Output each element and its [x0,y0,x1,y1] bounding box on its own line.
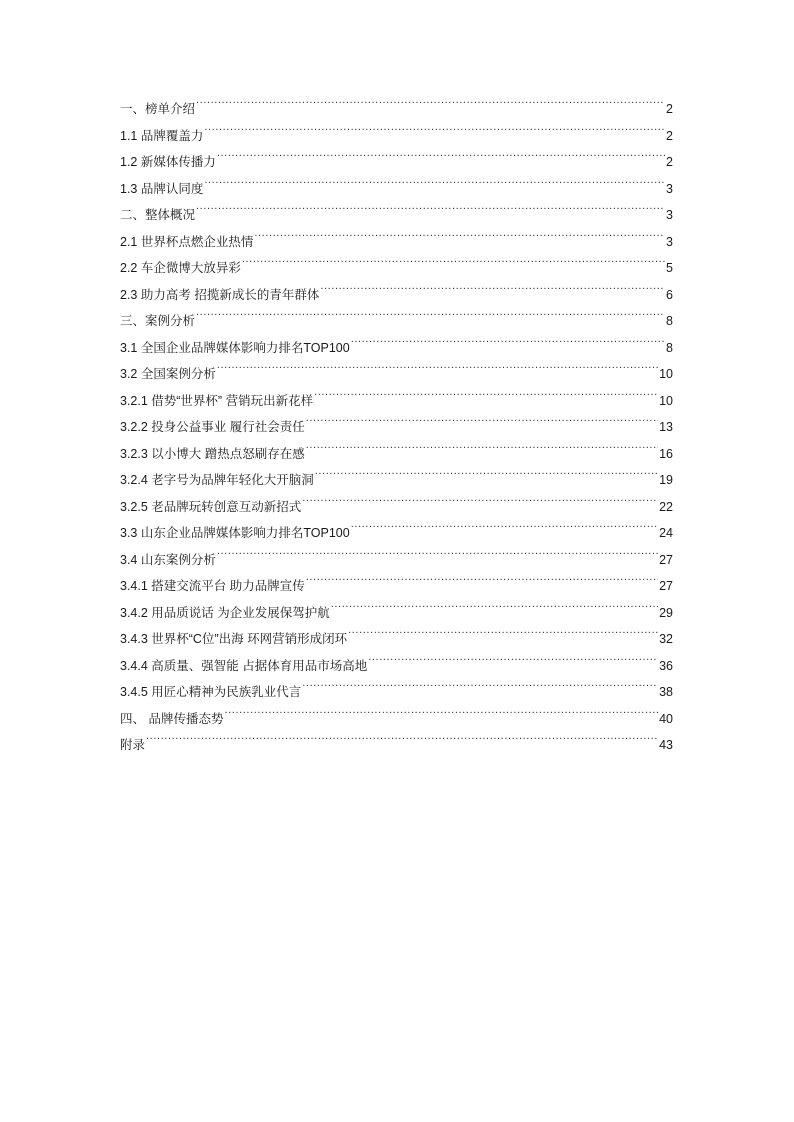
table-of-contents [120,93,673,756]
toc-entry[interactable] [120,411,673,438]
toc-page-number: 16 [659,446,673,461]
toc-page-number: 27 [659,552,673,567]
toc-page-number: 8 [666,340,673,355]
toc-entry[interactable] [120,623,673,650]
toc-dot-leader [204,173,665,193]
toc-entry-label: 三、案例分析 [120,314,196,328]
toc-entry[interactable] [120,279,673,306]
toc-page-number: 43 [659,738,673,752]
toc-entry[interactable] [120,385,673,412]
toc-entry-label: 3.2.3 以小博大 蹭热点怒刷存在感 [120,446,305,461]
toc-entry-label: 1.3 品牌认同度 [120,181,204,196]
toc-entry-label: 3.2.1 借势“世界杯” 营销玩出新花样 [120,393,314,408]
toc-page-number: 29 [659,605,673,620]
toc-dot-leader [224,703,658,723]
toc-dot-leader [320,279,665,299]
toc-page-number: 24 [659,526,673,540]
toc-dot-leader [348,623,658,643]
toc-page-number: 3 [666,181,673,196]
toc-dot-leader [351,517,658,537]
toc-dot-leader [146,729,658,749]
toc-dot-leader [204,120,665,140]
toc-dot-leader [196,199,665,219]
toc-entry[interactable] [120,570,673,597]
toc-entry-label: 3.2.5 老品牌玩转创意互动新招式 [120,499,302,514]
toc-entry[interactable] [120,252,673,279]
toc-entry-label: 3.4.1 搭建交流平台 助力品牌宣传 [120,579,305,593]
toc-entry[interactable] [120,491,673,518]
toc-entry-label: 3.4.5 用匠心精神为民族乳业代言 [120,685,302,699]
toc-page-number: 38 [659,685,673,699]
toc-entry-label: 3.1 全国企业品牌媒体影响力排名TOP100 [120,340,350,355]
toc-entry[interactable] [120,358,673,385]
toc-dot-leader [306,438,658,458]
toc-page-number: 6 [666,287,673,302]
toc-entry[interactable] [120,464,673,491]
toc-page-number: 2 [666,102,673,116]
toc-dot-leader [314,385,658,405]
toc-dot-leader [217,146,665,166]
toc-page-number: 10 [659,367,673,381]
toc-entry[interactable] [120,226,673,253]
toc-dot-leader [306,411,658,431]
toc-page-number: 5 [666,261,673,275]
toc-entry-label: 2.1 世界杯点燃企业热情 [120,234,254,249]
toc-page-number: 36 [659,658,673,673]
toc-dot-leader [368,650,658,670]
toc-dot-leader [351,332,665,352]
toc-dot-leader [331,597,658,617]
toc-entry[interactable] [120,93,673,120]
toc-entry-label: 附录 [120,738,146,752]
toc-entry[interactable] [120,729,673,756]
toc-entry-label: 3.2.4 老字号为品牌年轻化大开脑洞 [120,473,314,487]
toc-entry-label: 3.2.2 投身公益事业 履行社会责任 [120,420,305,434]
toc-dot-leader [217,358,658,378]
toc-entry-label: 1.1 品牌覆盖力 [120,128,204,143]
toc-entry[interactable] [120,305,673,332]
toc-page-number: 13 [659,420,673,434]
toc-page-number: 22 [659,499,673,514]
toc-entry[interactable] [120,650,673,677]
toc-entry-label: 一、榜单介绍 [120,102,196,116]
toc-dot-leader [196,305,665,325]
toc-page-number: 40 [659,711,673,726]
toc-entry-label: 四、 品牌传播态势 [120,711,224,726]
toc-dot-leader [242,252,665,272]
toc-entry[interactable] [120,517,673,544]
toc-entry[interactable] [120,597,673,624]
toc-entry[interactable] [120,438,673,465]
toc-dot-leader [254,226,665,246]
toc-dot-leader [315,464,658,484]
toc-dot-leader [302,491,658,511]
toc-entry[interactable] [120,676,673,703]
toc-page-number: 2 [666,155,673,169]
toc-dot-leader [217,544,658,564]
toc-entry-label: 3.4.2 用品质说话 为企业发展保驾护航 [120,605,330,620]
toc-page-number: 8 [666,314,673,328]
toc-entry[interactable] [120,120,673,147]
toc-dot-leader [302,676,658,696]
toc-entry-label: 2.3 助力高考 招揽新成长的青年群体 [120,287,320,302]
toc-page-number: 32 [659,632,673,646]
toc-dot-leader [306,570,658,590]
toc-entry[interactable] [120,199,673,226]
toc-entry-label: 3.3 山东企业品牌媒体影响力排名TOP100 [120,526,350,540]
toc-entry[interactable] [120,146,673,173]
toc-page-number: 2 [666,128,673,143]
toc-entry-label: 3.4.4 高质量、强智能 占据体育用品市场高地 [120,658,368,673]
toc-page-number: 10 [659,393,673,408]
toc-page-number: 19 [659,473,673,487]
toc-entry-label: 3.2 全国案例分析 [120,367,216,381]
toc-entry[interactable] [120,544,673,571]
toc-page-number: 3 [666,208,673,222]
toc-entry-label: 2.2 车企微博大放异彩 [120,261,241,275]
toc-page-number: 27 [659,579,673,593]
toc-page-number: 3 [666,234,673,249]
toc-entry[interactable] [120,173,673,200]
toc-dot-leader [196,93,665,113]
toc-entry-label: 3.4.3 世界杯“C位”出海 环网营销形成闭环 [120,632,348,646]
toc-entry-label: 3.4 山东案例分析 [120,552,216,567]
toc-entry[interactable] [120,332,673,359]
toc-entry[interactable] [120,703,673,730]
toc-entry-label: 二、整体概况 [120,208,196,222]
toc-entry-label: 1.2 新媒体传播力 [120,155,216,169]
